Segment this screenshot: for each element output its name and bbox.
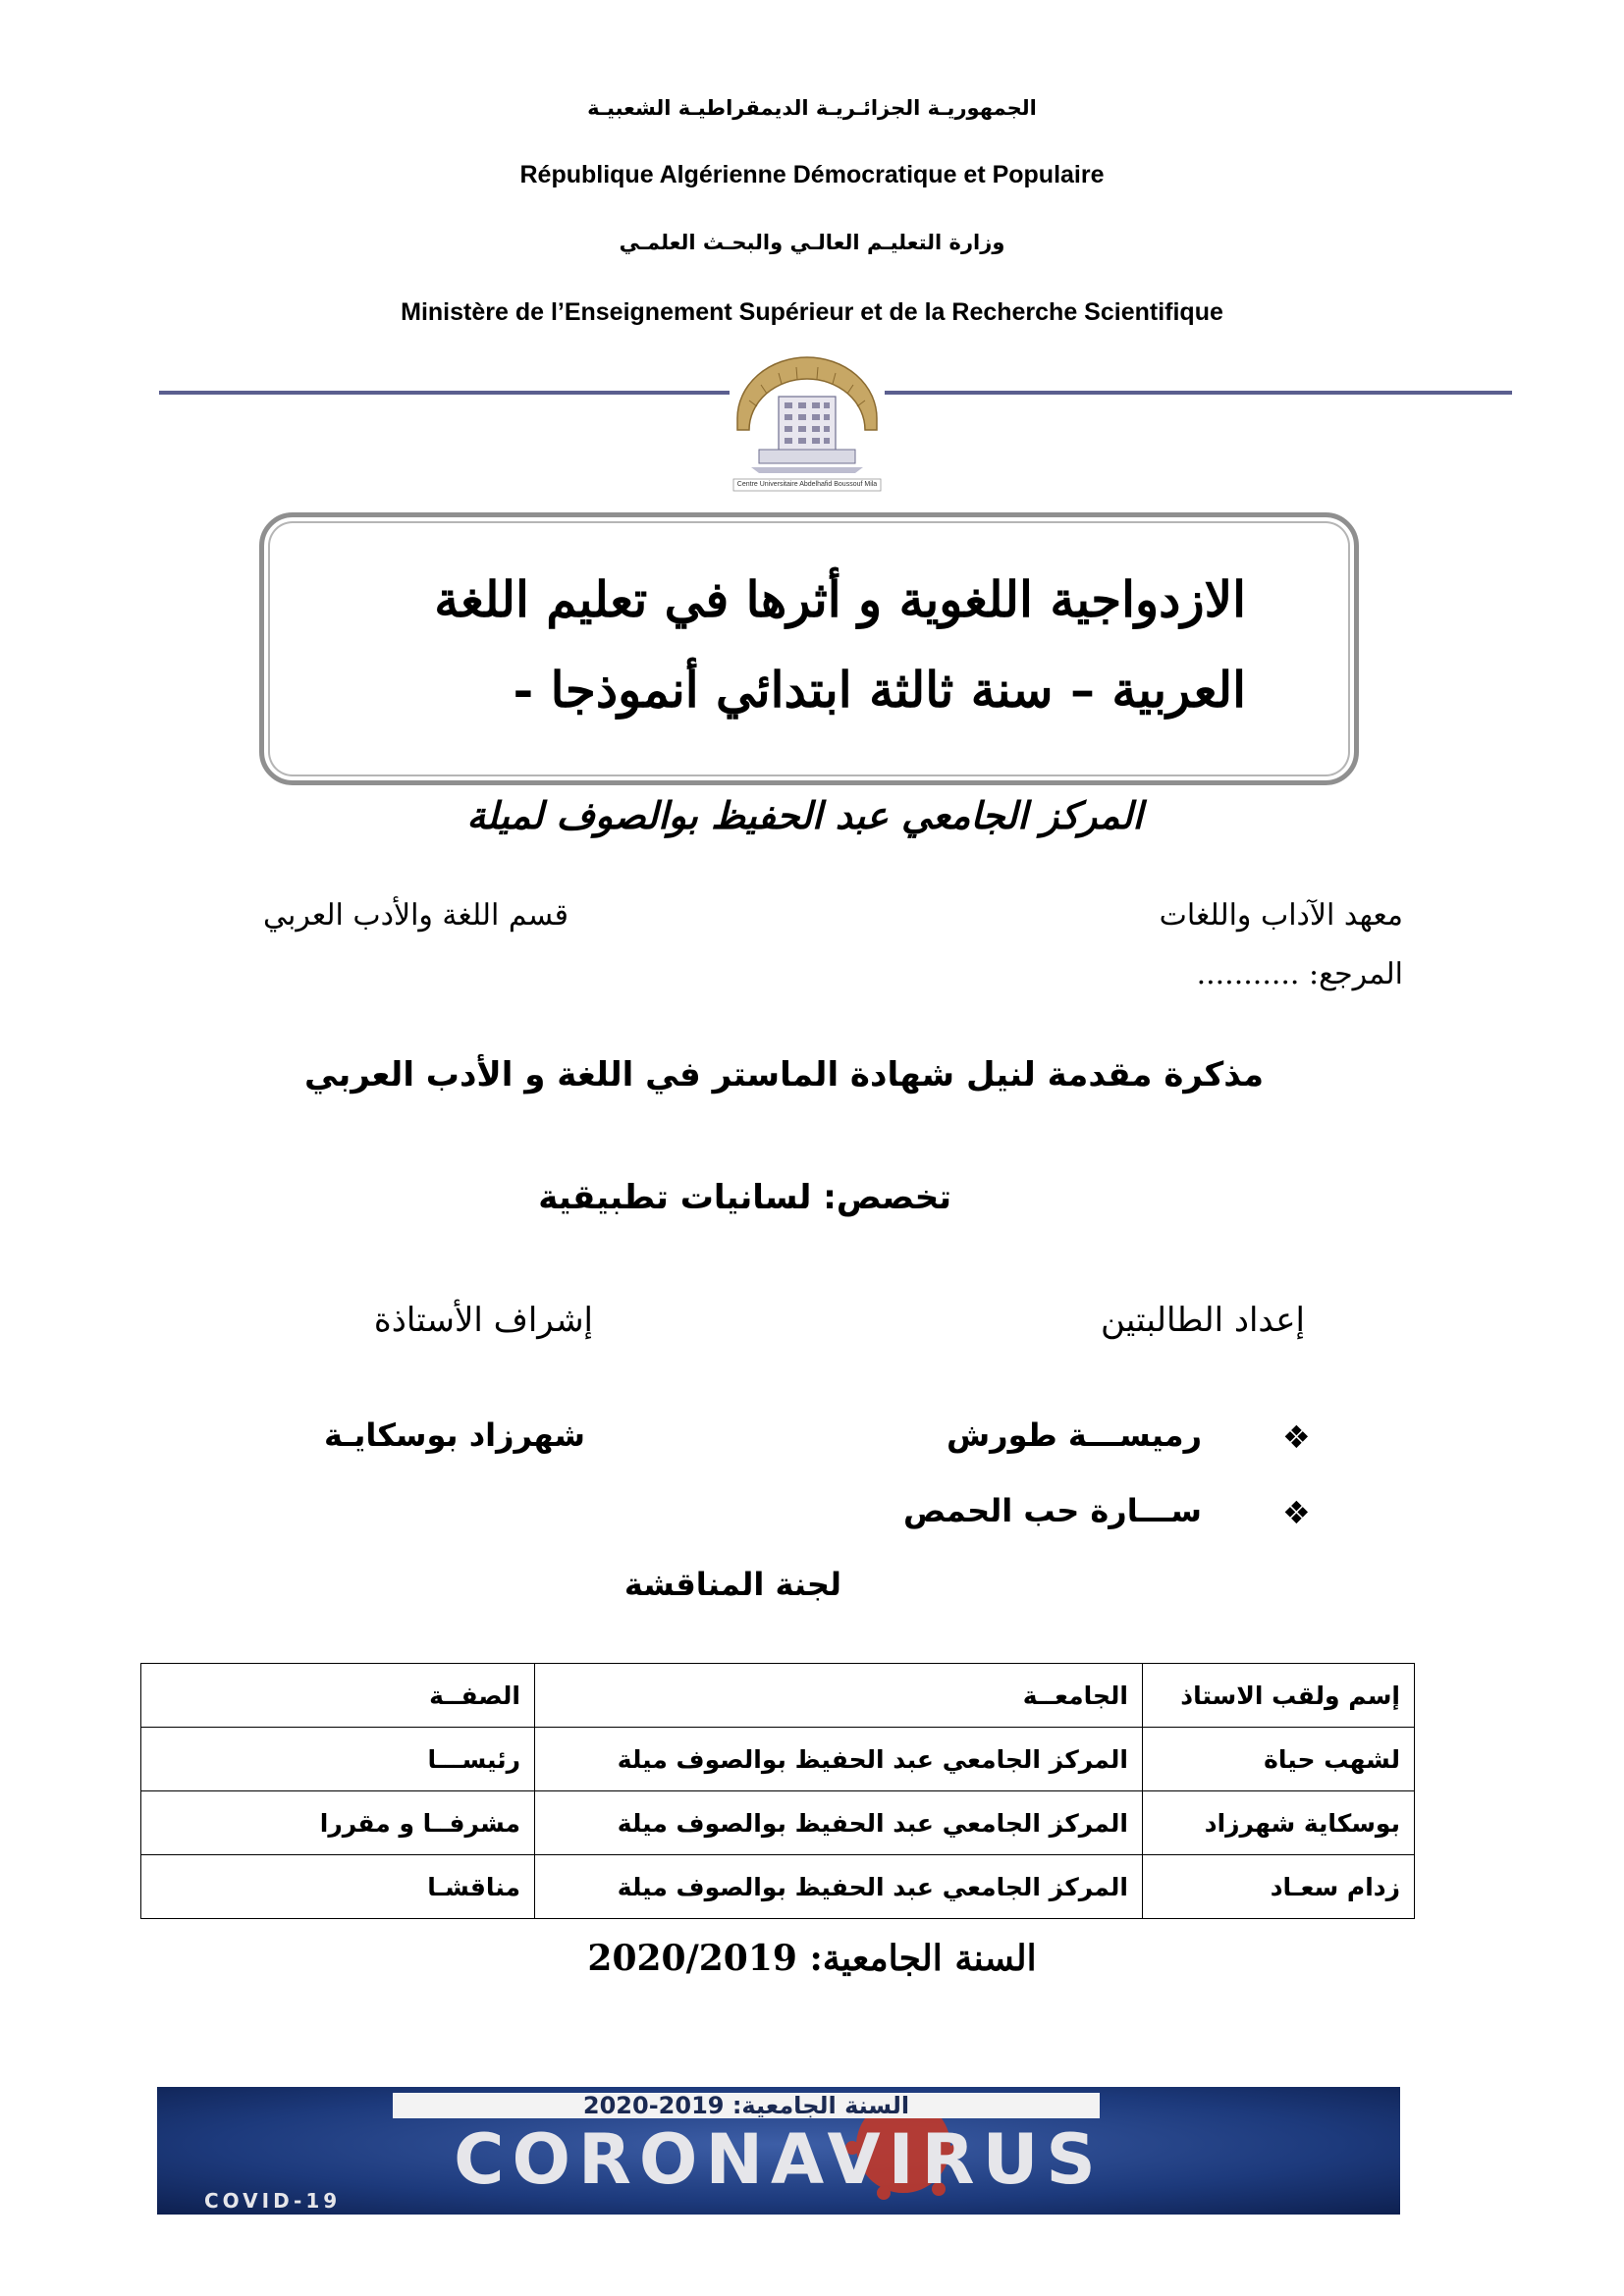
- table-cell: مناقشـا: [141, 1855, 535, 1919]
- table-header-row: [141, 1664, 1415, 1728]
- table-cell: المركز الجامعي عبد الحفيظ بوالصوف ميلة: [535, 1728, 1143, 1791]
- university-logo: [730, 349, 885, 497]
- university-name: المركز الجامعي عبد الحفيظ بوالصوف لميلة: [466, 793, 1143, 837]
- banner-year-text: السنة الجامعية: 2019-2020: [582, 2092, 910, 2119]
- reference-field: المرجع: ...........: [1196, 957, 1403, 991]
- bullet-icon: ❖: [1282, 1418, 1311, 1456]
- table-cell: لشهب حياة: [1143, 1728, 1415, 1791]
- department-name: قسم اللغة والأدب العربي: [262, 898, 568, 933]
- thesis-title-line1: الازدواجية اللغوية و أثرها في تعليم اللغة: [434, 570, 1246, 628]
- table-row: [141, 1855, 1415, 1919]
- banner-sub-text: COVID-19: [204, 2189, 342, 2213]
- ministry-ar: وزارة التعليـم العالـي والبحـث العلمـي: [619, 231, 1005, 254]
- header-cell: الصفــة: [141, 1664, 535, 1728]
- ministry-fr: Ministère de l’Enseignement Supérieur et de la Recherche Scientifique: [401, 298, 1223, 326]
- table-cell: مشرفــا و مقررا: [141, 1791, 535, 1855]
- student-2: ســـارة حب الحمص: [903, 1492, 1202, 1529]
- academic-year-value: 2020/2019: [587, 1938, 797, 1979]
- logo-caption: Centre Universitaire Abdelhafid Boussouf Mila: [736, 481, 878, 488]
- banner-main-text: CORONAVIRUS: [454, 2119, 1104, 2200]
- committee-label: لجنة المناقشة: [623, 1566, 841, 1603]
- table-row: [141, 1728, 1415, 1791]
- academic-year: [0, 1938, 1624, 1979]
- supervised-by-label: إشراف الأستاذة: [373, 1301, 593, 1340]
- thesis-title-line2: العربية – سنة ثالثة ابتدائي أنموذجا -: [513, 661, 1246, 719]
- header-cell: إسم ولقب الاستاذ: [1143, 1664, 1415, 1728]
- prepared-by-label: إعداد الطالبتين: [1100, 1301, 1305, 1340]
- table-cell: زدام سعـاد: [1143, 1855, 1415, 1919]
- thesis-purpose: مذكرة مقدمة لنيل شهادة الماستر في اللغة و الأدب العربي: [304, 1055, 1264, 1095]
- table-cell: بوسكاية شهرزاد: [1143, 1791, 1415, 1855]
- title-box: [259, 512, 1359, 785]
- academic-year-label: السنة الجامعية:: [809, 1938, 1037, 1979]
- bullet-icon: ❖: [1282, 1494, 1311, 1531]
- table-cell: المركز الجامعي عبد الحفيظ بوالصوف ميلة: [535, 1791, 1143, 1855]
- student-1: رميســـة طورش: [947, 1416, 1202, 1454]
- table-row: [141, 1791, 1415, 1855]
- header-cell: الجامعــة: [535, 1664, 1143, 1728]
- republic-fr: République Algérienne Démocratique et Populaire: [519, 161, 1105, 188]
- coronavirus-banner: [157, 2087, 1400, 2215]
- republic-ar: الجمهوريـة الجزائـريـة الديمقراطيـة الشعبيـة: [587, 96, 1037, 120]
- specialty: تخصص: لسانيات تطبيقية: [538, 1178, 951, 1217]
- institute-name: معهد الآداب واللغات: [1159, 898, 1403, 933]
- table-cell: رئيســـا: [141, 1728, 535, 1791]
- jury-table: [140, 1663, 1415, 1919]
- table-cell: المركز الجامعي عبد الحفيظ بوالصوف ميلة: [535, 1855, 1143, 1919]
- supervisor-name: شهرزاد بوسكايـة: [324, 1416, 585, 1454]
